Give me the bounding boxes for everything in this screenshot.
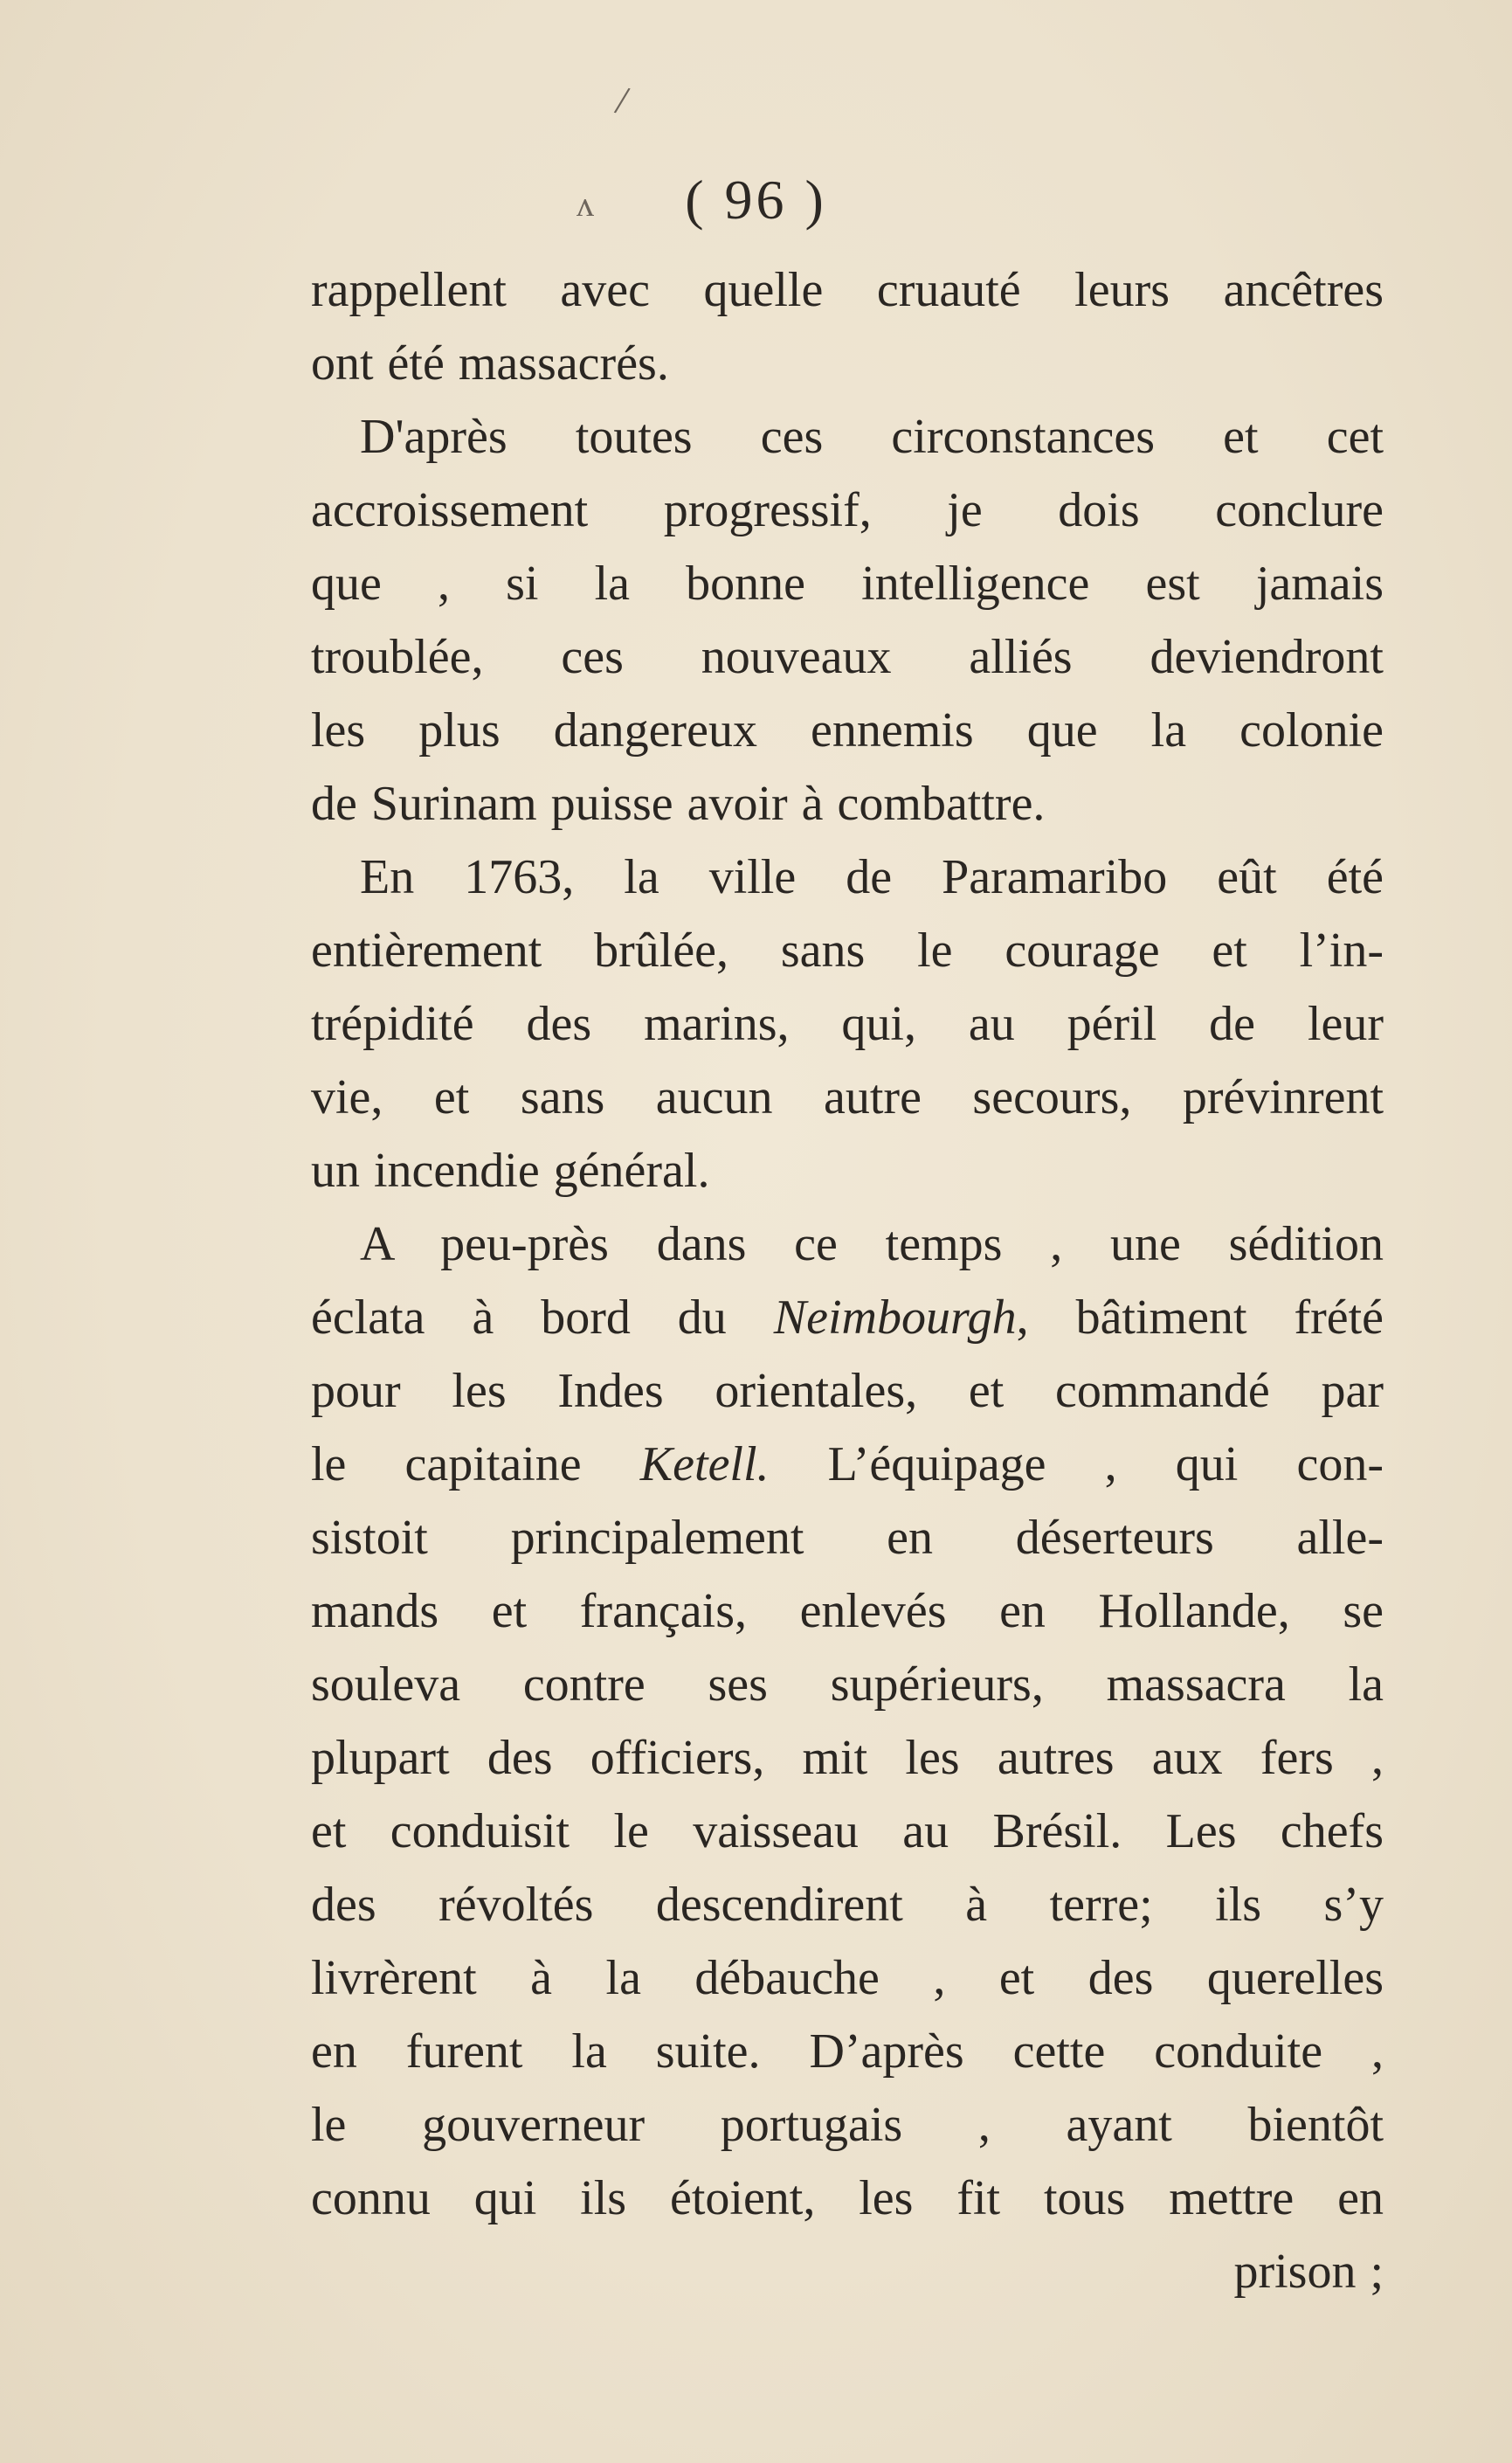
text-line bbox=[311, 767, 1384, 841]
text-segment: connu qui ils étoient, les fit tous mettre en bbox=[311, 2171, 1384, 2225]
text-line bbox=[311, 1574, 1384, 1648]
text-line bbox=[311, 987, 1384, 1061]
text-segment: mands et français, enlevés en Hollande, se bbox=[311, 1584, 1384, 1638]
text-segment: souleva contre ses supérieurs, massacra la bbox=[311, 1657, 1384, 1712]
text-segment: plupart des officiers, mit les autres aux fers , bbox=[311, 1731, 1384, 1785]
text-segment: pour les Indes orientales, et commandé par bbox=[311, 1364, 1384, 1418]
text-segment: un incendie général. bbox=[311, 1144, 710, 1198]
text-segment: éclata à bord du bbox=[311, 1290, 774, 1345]
text-line bbox=[311, 1795, 1384, 1868]
text-line bbox=[311, 620, 1384, 694]
text-line bbox=[311, 1061, 1384, 1134]
text-line bbox=[311, 2235, 1384, 2308]
text-line bbox=[311, 1354, 1384, 1428]
text-segment: de Surinam puisse avoir à combattre. bbox=[311, 777, 1046, 831]
text-line bbox=[311, 327, 1384, 400]
text-line bbox=[311, 1868, 1384, 1941]
text-segment: En 1763, la ville de Paramaribo eût été bbox=[360, 850, 1384, 904]
text-line bbox=[311, 2088, 1384, 2162]
italic-text: Neimbourgh bbox=[773, 1290, 1017, 1345]
text-line bbox=[311, 1428, 1384, 1501]
text-segment: , bâtiment frété bbox=[1016, 1290, 1384, 1345]
text-line bbox=[311, 1941, 1384, 2015]
text-line bbox=[311, 400, 1384, 474]
text-segment: prison ; bbox=[1233, 2245, 1384, 2299]
text-line bbox=[311, 1281, 1384, 1354]
text-line bbox=[311, 1648, 1384, 1721]
text-line bbox=[311, 547, 1384, 620]
text-segment: que , si la bonne intelligence est jamais bbox=[311, 557, 1384, 611]
text-segment: en furent la suite. D’après cette conduite , bbox=[311, 2024, 1384, 2079]
text-segment: ont été massacrés. bbox=[311, 336, 669, 391]
text-line bbox=[311, 1721, 1384, 1795]
text-segment: vie, et sans aucun autre secours, prévinrent bbox=[311, 1070, 1384, 1124]
text-segment: entièrement brûlée, sans le courage et l’in- bbox=[311, 924, 1384, 978]
text-segment: le gouverneur portugais , ayant bientôt bbox=[311, 2098, 1384, 2152]
text-line bbox=[311, 2162, 1384, 2235]
text-line bbox=[311, 474, 1384, 547]
text-line bbox=[311, 253, 1384, 327]
text-segment: le capitaine bbox=[311, 1437, 640, 1491]
italic-text: Ketell. bbox=[639, 1437, 770, 1491]
text-segment: des révoltés descendirent à terre; ils s’y bbox=[311, 1878, 1384, 1932]
text-line bbox=[311, 1207, 1384, 1281]
text-line bbox=[311, 2015, 1384, 2088]
marginal-slash: / bbox=[611, 77, 632, 123]
text-segment: A peu-près dans ce temps , une sédition bbox=[360, 1217, 1384, 1271]
text-segment: troublée, ces nouveaux alliés deviendront bbox=[311, 630, 1384, 684]
text-line bbox=[311, 1501, 1384, 1574]
page-number: ( 96 ) bbox=[685, 169, 827, 231]
text-segment: accroissement progressif, je dois conclure bbox=[311, 483, 1384, 537]
text-segment: les plus dangereux ennemis que la colonie bbox=[311, 703, 1384, 758]
text-segment: D'après toutes ces circonstances et cet bbox=[360, 410, 1384, 464]
text-segment: L’équipage , qui con- bbox=[769, 1437, 1384, 1491]
text-line bbox=[311, 694, 1384, 767]
body-text bbox=[311, 253, 1384, 2308]
text-segment: trépidité des marins, qui, au péril de leur bbox=[311, 997, 1384, 1051]
text-segment: rappellent avec quelle cruauté leurs ancêtres bbox=[311, 263, 1384, 317]
text-segment: et conduisit le vaisseau au Brésil. Les chefs bbox=[311, 1804, 1384, 1858]
text-line bbox=[311, 841, 1384, 914]
marginal-tick: ʌ bbox=[576, 184, 594, 224]
text-line bbox=[311, 914, 1384, 987]
text-line bbox=[311, 1134, 1384, 1207]
text-segment: sistoit principalement en déserteurs alle- bbox=[311, 1511, 1384, 1565]
text-segment: livrèrent à la débauche , et des querelles bbox=[311, 1951, 1384, 2005]
